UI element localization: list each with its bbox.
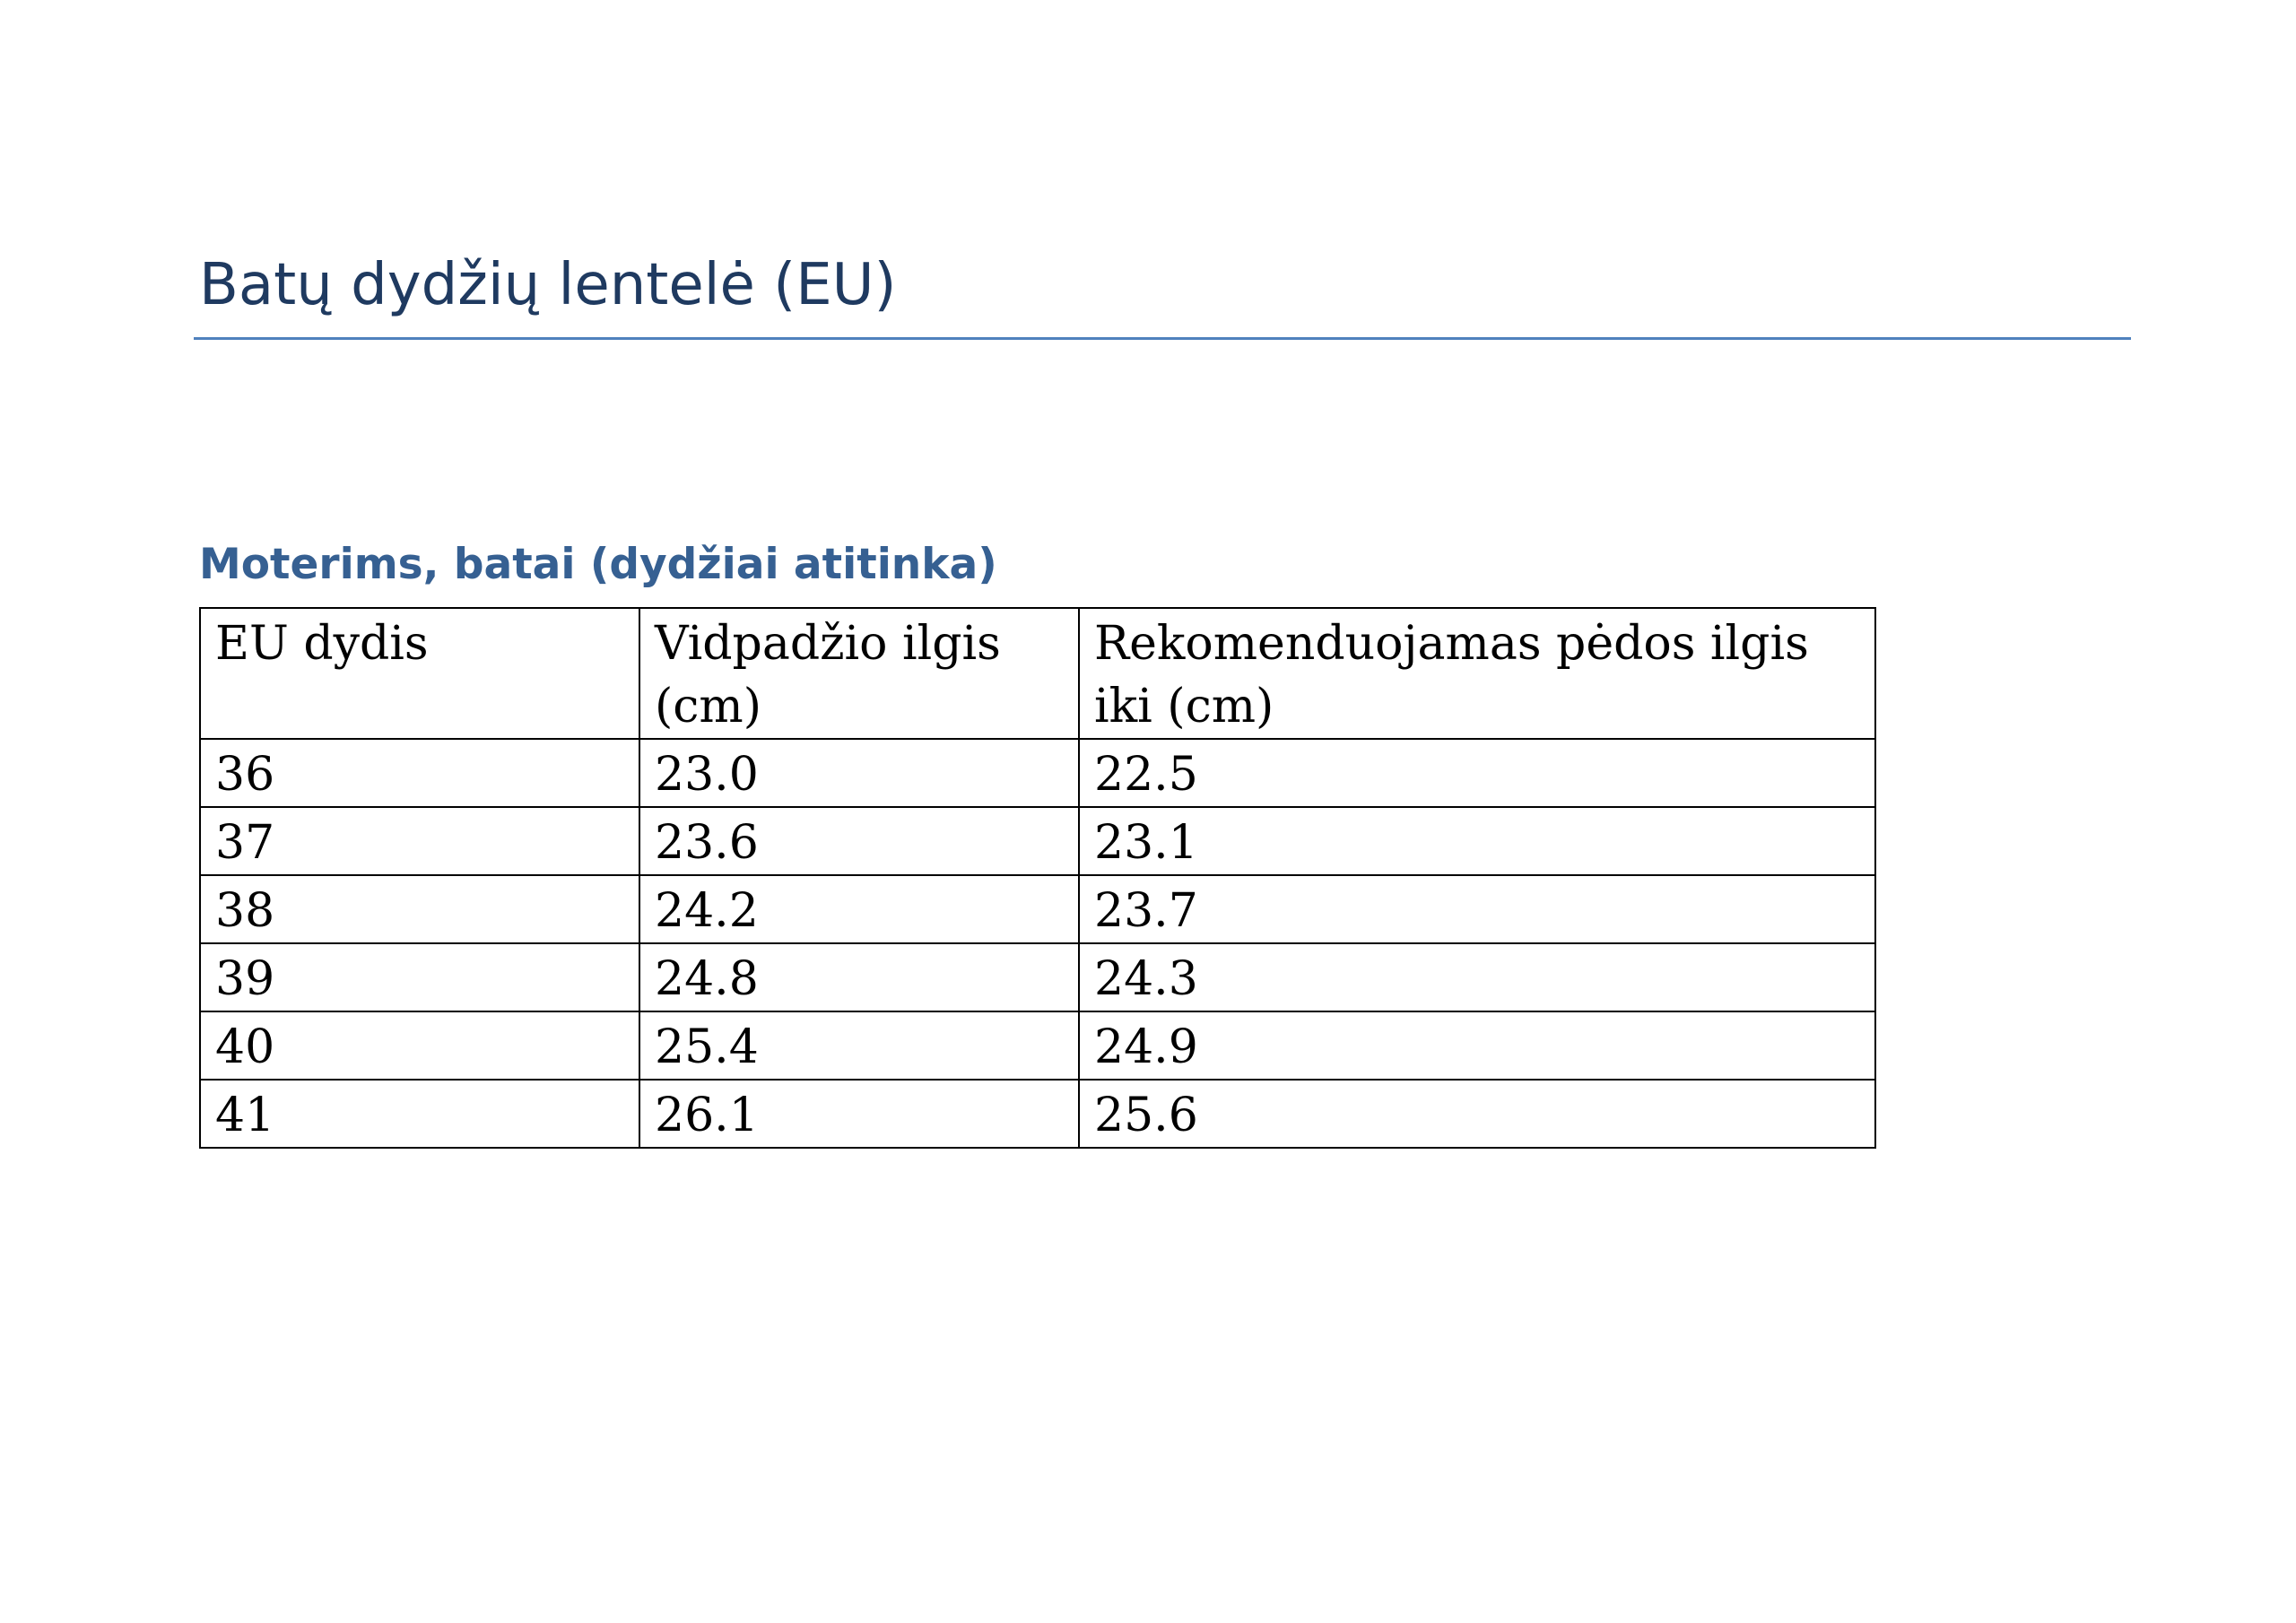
cell-foot-length: 24.3 <box>1079 943 1875 1011</box>
size-table <box>199 607 1876 1149</box>
header-eu-size: EU dydis <box>200 608 639 739</box>
cell-foot-length: 23.7 <box>1079 875 1875 943</box>
table-header-row <box>200 608 1875 739</box>
title-underline <box>194 337 2131 340</box>
table-row <box>200 807 1875 875</box>
cell-sole-length: 26.1 <box>639 1080 1079 1148</box>
table-row <box>200 739 1875 807</box>
section-heading: Moterims, batai (dydžiai atitinka) <box>199 540 997 589</box>
cell-eu-size: 41 <box>200 1080 639 1148</box>
cell-foot-length: 25.6 <box>1079 1080 1875 1148</box>
cell-sole-length: 25.4 <box>639 1011 1079 1080</box>
table-row <box>200 1011 1875 1080</box>
cell-eu-size: 36 <box>200 739 639 807</box>
header-sole-length: Vidpadžio ilgis (cm) <box>639 608 1079 739</box>
cell-foot-length: 24.9 <box>1079 1011 1875 1080</box>
header-foot-length: Rekomenduojamas pėdos ilgis iki (cm) <box>1079 608 1875 739</box>
table-row <box>200 943 1875 1011</box>
cell-sole-length: 24.8 <box>639 943 1079 1011</box>
cell-foot-length: 23.1 <box>1079 807 1875 875</box>
cell-sole-length: 23.6 <box>639 807 1079 875</box>
cell-eu-size: 38 <box>200 875 639 943</box>
document-title: Batų dydžių lentelė (EU) <box>199 252 897 318</box>
table-row <box>200 1080 1875 1148</box>
cell-sole-length: 24.2 <box>639 875 1079 943</box>
table-row <box>200 875 1875 943</box>
cell-foot-length: 22.5 <box>1079 739 1875 807</box>
cell-eu-size: 40 <box>200 1011 639 1080</box>
cell-eu-size: 39 <box>200 943 639 1011</box>
cell-sole-length: 23.0 <box>639 739 1079 807</box>
cell-eu-size: 37 <box>200 807 639 875</box>
